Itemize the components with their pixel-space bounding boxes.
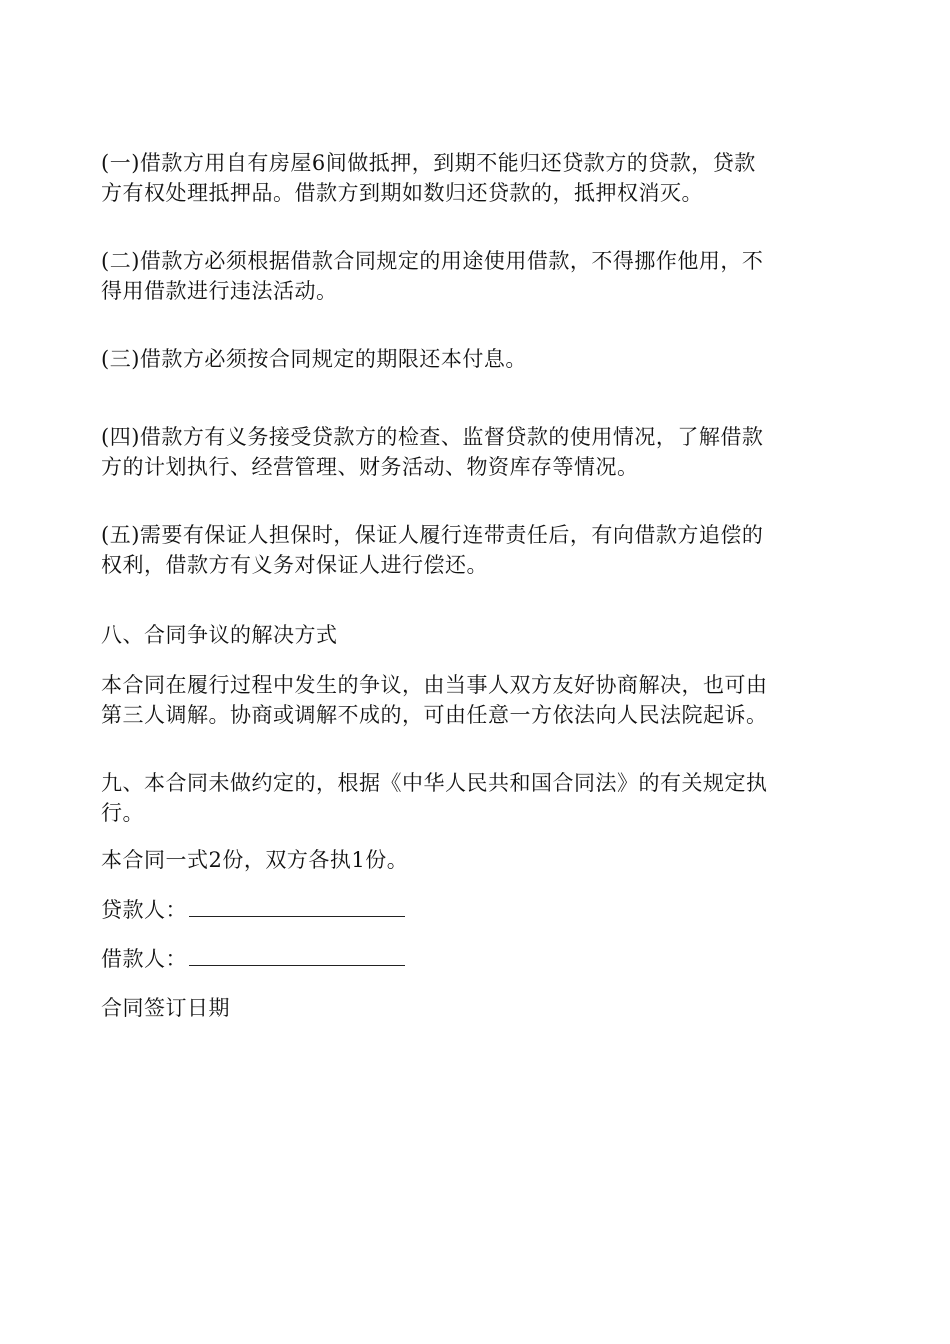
clause-3-line-1: (三)借款方必须按合同规定的期限还本付息。	[101, 347, 527, 371]
clause-5	[101, 520, 853, 580]
lender-signature-blank	[189, 898, 405, 917]
clause-5-line-1: (五)需要有保证人担保时，保证人履行连带责任后，有向借款方追偿的	[101, 523, 764, 547]
clause-1-line-1: (一)借款方用自有房屋6间做抵押，到期不能归还贷款方的贷款，贷款	[101, 151, 756, 175]
section-9-line-1: 九、本合同未做约定的，根据《中华人民共和国合同法》的有关规定执	[101, 771, 768, 795]
section-8-heading	[101, 620, 853, 650]
borrower-signature-row	[101, 944, 405, 974]
clause-1	[101, 148, 853, 208]
clause-2-line-2: 得用借款进行违法活动。	[101, 279, 338, 303]
borrower-signature-blank	[189, 947, 405, 966]
lender-signature-row	[101, 895, 405, 925]
signing-date-row	[101, 993, 230, 1023]
copies-statement	[101, 845, 853, 875]
section-9	[101, 768, 853, 828]
clause-3	[101, 344, 853, 374]
clause-2	[101, 246, 853, 306]
copies-text: 本合同一式2份，双方各执1份。	[101, 848, 409, 872]
lender-label: 贷款人：	[101, 898, 187, 922]
section-8-heading-text: 八、合同争议的解决方式	[101, 623, 338, 647]
section-8-body	[101, 670, 853, 730]
section-8-line-2: 第三人调解。协商或调解不成的，可由任意一方依法向人民法院起诉。	[101, 703, 768, 727]
section-9-line-2: 行。	[101, 801, 144, 825]
borrower-label: 借款人：	[101, 947, 187, 971]
clause-4	[101, 422, 853, 482]
signing-date-label: 合同签订日期	[101, 996, 230, 1020]
section-8-line-1: 本合同在履行过程中发生的争议，由当事人双方友好协商解决，也可由	[101, 673, 768, 697]
clause-5-line-2: 权利，借款方有义务对保证人进行偿还。	[101, 553, 488, 577]
clause-2-line-1: (二)借款方必须根据借款合同规定的用途使用借款，不得挪作他用，不	[101, 249, 764, 273]
clause-1-line-2: 方有权处理抵押品。借款方到期如数归还贷款的，抵押权消灭。	[101, 181, 703, 205]
clause-4-line-2: 方的计划执行、经营管理、财务活动、物资库存等情况。	[101, 455, 639, 479]
clause-4-line-1: (四)借款方有义务接受贷款方的检查、监督贷款的使用情况，了解借款	[101, 425, 764, 449]
